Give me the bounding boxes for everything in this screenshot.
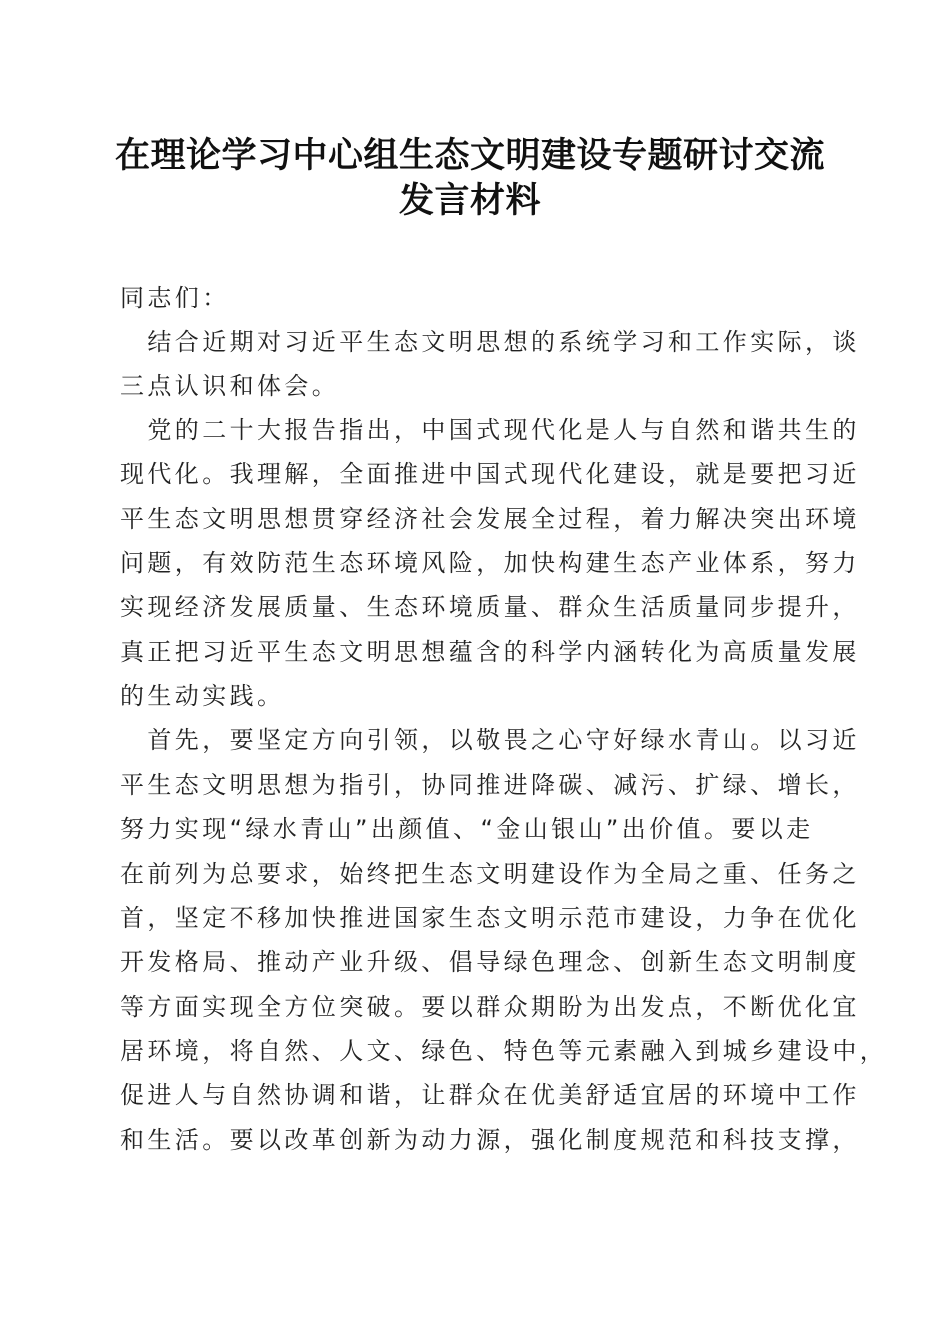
text-line: 真正把习近平生态文明思想蕴含的科学内涵转化为高质量发展 xyxy=(120,638,860,666)
text-line: 结合近期对习近平生态文明思想的系统学习和工作实际，谈 xyxy=(120,328,860,356)
text-line: 党的二十大报告指出，中国式现代化是人与自然和谐共生的 xyxy=(120,416,860,444)
text-line: 实现经济发展质量、生态环境质量、群众生活质量同步提升， xyxy=(120,593,860,621)
text-line: 开发格局、推动产业升级、倡导绿色理念、创新生态文明制度 xyxy=(120,948,860,976)
text-line: 等方面实现全方位突破。要以群众期盼为出发点，不断优化宜 xyxy=(120,993,860,1021)
text-line: 平生态文明思想贯穿经济社会发展全过程，着力解决突出环境 xyxy=(120,505,860,533)
text-line: 平生态文明思想为指引，协同推进降碳、减污、扩绿、增长， xyxy=(120,771,860,799)
title-line-2: 发言材料 xyxy=(398,180,541,221)
text-line: 居环境，将自然、人文、绿色、特色等元素融入到城乡建设中， xyxy=(120,1037,888,1065)
text-line: 和生活。要以改革创新为动力源，强化制度规范和科技支撑， xyxy=(120,1126,860,1154)
document-title xyxy=(100,133,840,223)
text-line: 问题，有效防范生态环境风险，加快构建生态产业体系，努力 xyxy=(120,549,860,577)
text-line: 三点认识和体会。 xyxy=(120,372,340,400)
text-line: 在前列为总要求，始终把生态文明建设作为全局之重、任务之 xyxy=(120,860,860,888)
text-line: 现代化。我理解，全面推进中国式现代化建设，就是要把习近 xyxy=(120,460,860,488)
title-line-1: 在理论学习中心组生态文明建设专题研讨交流 xyxy=(114,135,825,176)
text-line: 首先，要坚定方向引领，以敬畏之心守好绿水青山。以习近 xyxy=(120,726,860,754)
text-line: 的生动实践。 xyxy=(120,682,285,710)
salutation-line: 同志们： xyxy=(120,284,230,312)
text-line: 努力实现“绿水青山”出颜值、“金山银山”出价值。要以走 xyxy=(120,815,814,843)
text-line: 促进人与自然协调和谐，让群众在优美舒适宜居的环境中工作 xyxy=(120,1081,860,1109)
text-line: 首，坚定不移加快推进国家生态文明示范市建设，力争在优化 xyxy=(120,904,860,932)
